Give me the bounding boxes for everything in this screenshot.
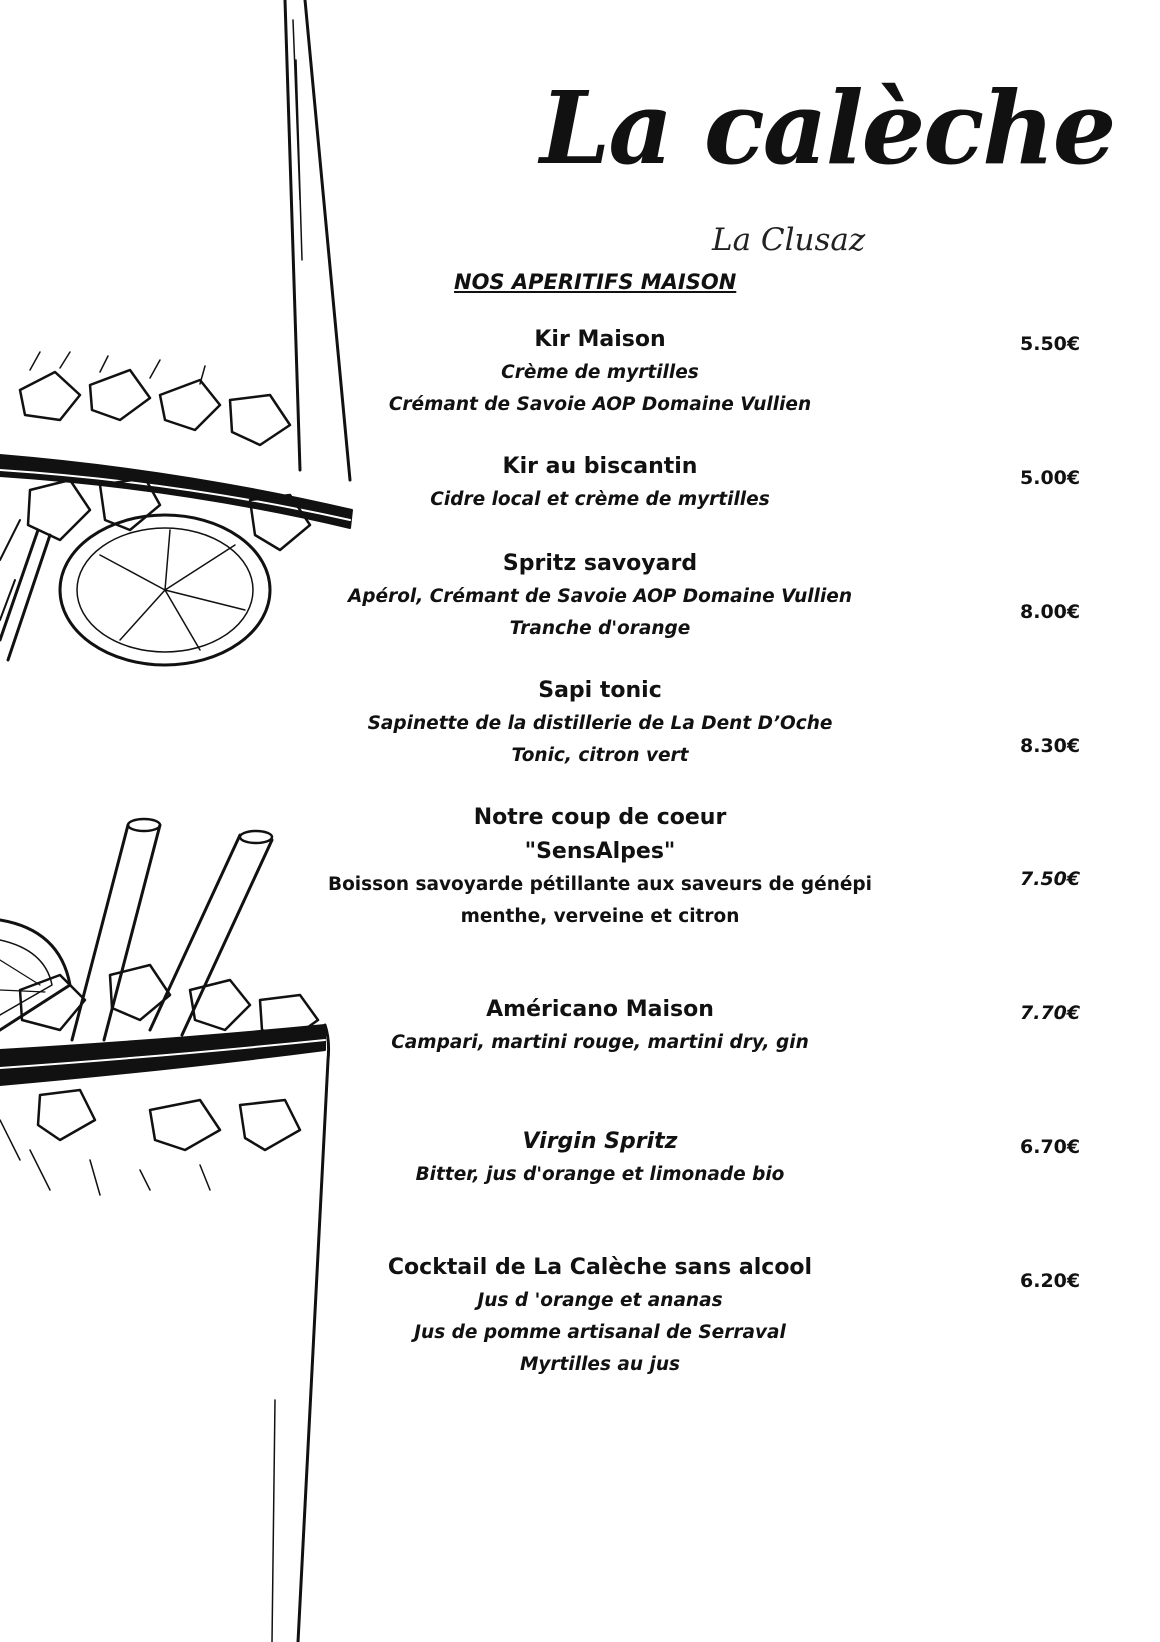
item-name: Virgin Spritz	[522, 1129, 678, 1154]
menu-item	[300, 323, 900, 421]
item-price: 5.50€	[1020, 333, 1081, 355]
item-description: Campari, martini rouge, martini dry, gin	[391, 1032, 809, 1053]
menu-item	[300, 547, 900, 645]
item-price: 5.00€	[1020, 467, 1081, 489]
item-name: Sapi tonic	[538, 678, 662, 703]
item-price: 7.50€	[1020, 868, 1081, 890]
item-price: 7.70€	[1020, 1002, 1081, 1024]
item-description: Jus d 'orange et ananas	[477, 1290, 723, 1311]
item-name: Notre coup de coeur	[473, 805, 727, 830]
item-price: 6.20€	[1020, 1270, 1081, 1292]
item-description: Bitter, jus d'orange et limonade bio	[415, 1164, 785, 1185]
item-description: Boisson savoyarde pétillante aux saveurs de génépi	[328, 874, 872, 895]
menu-item	[300, 674, 900, 772]
restaurant-location: La Clusaz	[712, 222, 866, 258]
item-price: 8.00€	[1020, 601, 1081, 623]
item-description: Sapinette de la distillerie de La Dent D’Oche	[367, 713, 833, 734]
item-description: Apérol, Crémant de Savoie AOP Domaine Vullien	[347, 586, 853, 607]
item-description: Myrtilles au jus	[519, 1354, 681, 1375]
menu-item	[300, 450, 900, 516]
menu-item	[300, 1251, 900, 1381]
item-description: Jus de pomme artisanal de Serraval	[414, 1322, 786, 1343]
item-price: 8.30€	[1020, 735, 1081, 757]
item-description: Crémant de Savoie AOP Domaine Vullien	[388, 394, 812, 415]
item-name: Cocktail de La Calèche sans alcool	[387, 1255, 813, 1280]
lower-glass-drawing	[0, 819, 329, 1642]
restaurant-title: La calèche	[540, 69, 1115, 187]
menu-item	[300, 801, 900, 933]
item-description: menthe, verveine et citron	[460, 906, 740, 927]
item-name: Kir au biscantin	[502, 454, 698, 479]
item-description: Cidre local et crème de myrtilles	[430, 489, 770, 510]
item-name: Kir Maison	[534, 327, 666, 352]
item-name: Américano Maison	[486, 997, 714, 1022]
item-description: Tonic, citron vert	[511, 745, 689, 766]
item-description: Crème de myrtilles	[501, 362, 699, 383]
menu-item	[300, 993, 900, 1059]
item-name-featured: "SensAlpes"	[524, 839, 676, 864]
item-price: 6.70€	[1020, 1136, 1081, 1158]
item-name: Spritz savoyard	[502, 551, 698, 576]
item-description: Tranche d'orange	[509, 618, 691, 639]
section-heading: NOS APERITIFS MAISON	[454, 270, 737, 294]
menu-item	[300, 1125, 900, 1191]
